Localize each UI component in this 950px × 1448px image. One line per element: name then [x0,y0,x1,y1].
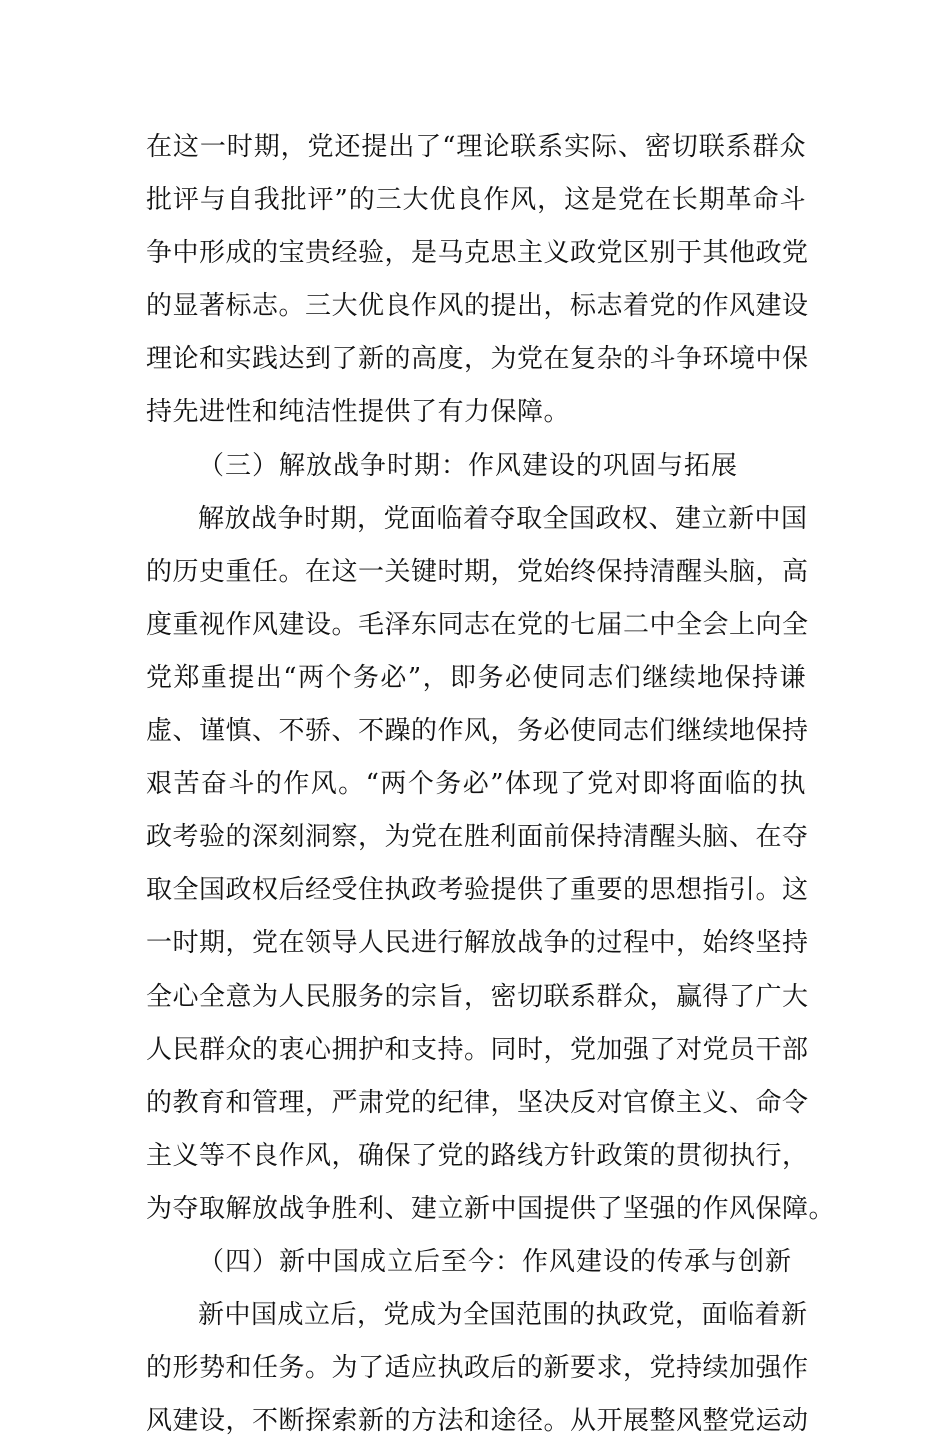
text-line: 人民群众的衷心拥护和支持。同时，党加强了对党员干部 [146,1034,809,1065]
text-line: 党郑重提出“两个务必”，即务必使同志们继续地保持谦 [146,662,806,693]
text-line: 的历史重任。在这一关键时期，党始终保持清醒头脑，高 [146,556,809,587]
text-line: 全心全意为人民服务的宗旨，密切联系群众，赢得了广大 [146,981,809,1012]
section-heading-3: （三）解放战争时期：作风建设的巩固与拓展 [198,450,739,481]
document-page [146,121,836,1448]
text-line: 主义等不良作风，确保了党的路线方针政策的贯彻执行， [146,1140,809,1171]
text-line: 艰苦奋斗的作风。“两个务必”体现了党对即将面临的执 [146,769,806,800]
text-line: 一时期，党在领导人民进行解放战争的过程中，始终坚持 [146,928,809,959]
text-line: 为夺取解放战争胜利、建立新中国提供了坚强的作风保障。 [146,1193,836,1224]
text-line: 在这一时期，党还提出了“理论联系实际、密切联系群众 [146,132,806,162]
text-line: 取全国政权后经受住执政考验提供了重要的思想指引。这 [146,875,809,906]
text-line: 度重视作风建设。毛泽东同志在党的七届二中全会上向全 [146,609,809,640]
text-line: 持先进性和纯洁性提供了有力保障。 [146,397,571,428]
text-line: 虚、谨慎、不骄、不躁的作风，务必使同志们继续地保持 [146,716,809,747]
paragraph-first-line: 新中国成立后，党成为全国范围的执政党，面临着新 [198,1300,808,1331]
text-line: 的教育和管理，严肃党的纪律，坚决反对官僚主义、命令 [146,1087,809,1118]
text-line: 争中形成的宝贵经验，是马克思主义政党区别于其他政党 [146,238,809,269]
text-line: 理论和实践达到了新的高度，为党在复杂的斗争环境中保 [146,344,809,375]
text-line: 的显著标志。三大优良作风的提出，标志着党的作风建设 [146,291,809,322]
paragraph-first-line: 解放战争时期，党面临着夺取全国政权、建立新中国 [198,503,808,534]
text-line: 的形势和任务。为了适应执政后的新要求，党持续加强作 [146,1353,809,1384]
text-line: 风建设，不断探索新的方法和途径。从开展整风整党运动 [146,1406,809,1437]
text-line: 政考验的深刻洞察，为党在胜利面前保持清醒头脑、在夺 [146,822,809,853]
section-heading-4: （四）新中国成立后至今：作风建设的传承与创新 [198,1246,793,1277]
text-line: 批评与自我批评”的三大优良作风，这是党在长期革命斗 [146,185,806,216]
